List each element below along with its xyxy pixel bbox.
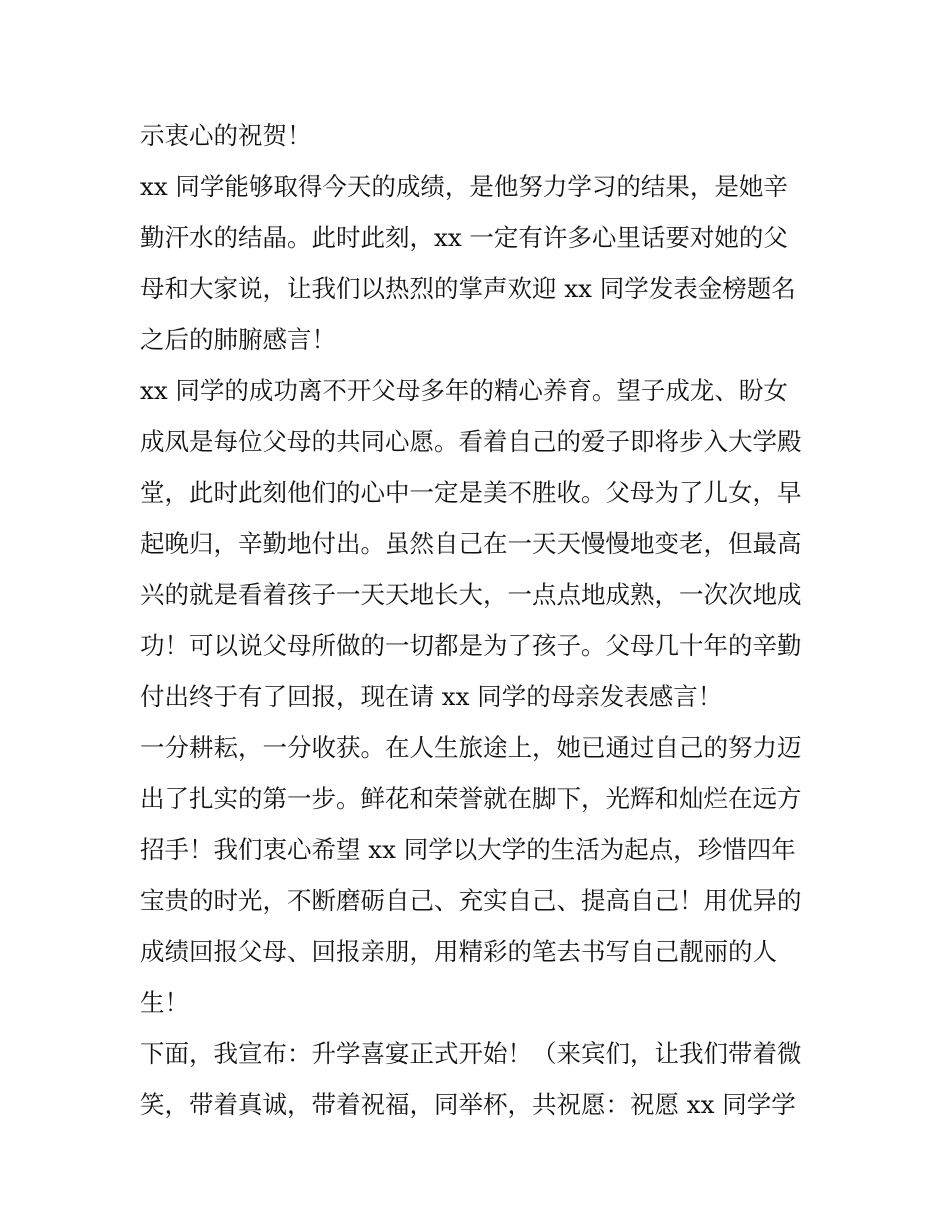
text-line: xx 同学能够取得今天的成绩，是他努力学习的结果，是她辛 [140,172,788,201]
document-body [140,110,816,1130]
text-line: 兴的就是看着孩子一天天地长大，一点点地成熟，一次次地成 [140,580,802,609]
text-line: 付出终于有了回报，现在请 xx 同学的母亲发表感言！ [140,682,723,711]
text-line: 出了扎实的第一步。鲜花和荣誉就在脚下，光辉和灿烂在远方 [140,784,802,813]
paragraph-1 [140,110,816,161]
text-line: 功！可以说父母所做的一切都是为了孩子。父母几十年的辛勤 [140,631,802,660]
text-line: 勤汗水的结晶。此时此刻，xx 一定有许多心里话要对她的父 [140,223,788,252]
text-line: 成凤是每位父母的共同心愿。看着自己的爱子即将步入大学殿 [140,427,802,456]
paragraph-4 [140,722,816,1028]
paragraph-3 [140,365,816,722]
text-line: 之后的肺腑感言！ [140,325,336,354]
paragraph-5 [140,1028,816,1130]
text-line: 成绩回报父母、回报亲朋，用精彩的笔去书写自己靓丽的人 [140,937,777,966]
text-line: 下面，我宣布：升学喜宴正式开始！（来宾们，让我们带着微 [140,1039,802,1068]
text-line: 母和大家说，让我们以热烈的掌声欢迎 xx 同学发表金榜题名 [140,274,796,303]
text-line: xx 同学的成功离不开父母多年的精心养育。望子成龙、盼女 [140,376,788,405]
text-line: 生！ [140,988,189,1017]
paragraph-2 [140,161,816,365]
text-line: 笑，带着真诚，带着祝福，同举杯，共祝愿：祝愿 xx 同学学 [140,1090,796,1119]
text-line: 示衷心的祝贺！ [140,121,312,150]
text-line: 宝贵的时光，不断磨砺自己、充实自己、提高自己！用优异的 [140,886,802,915]
text-line: 堂，此时此刻他们的心中一定是美不胜收。父母为了儿女，早 [140,478,802,507]
text-line: 起晚归，辛勤地付出。虽然自己在一天天慢慢地变老，但最高 [140,529,802,558]
text-line: 招手！我们衷心希望 xx 同学以大学的生活为起点，珍惜四年 [140,835,796,864]
text-line: 一分耕耘，一分收获。在人生旅途上，她已通过自己的努力迈 [140,733,802,762]
